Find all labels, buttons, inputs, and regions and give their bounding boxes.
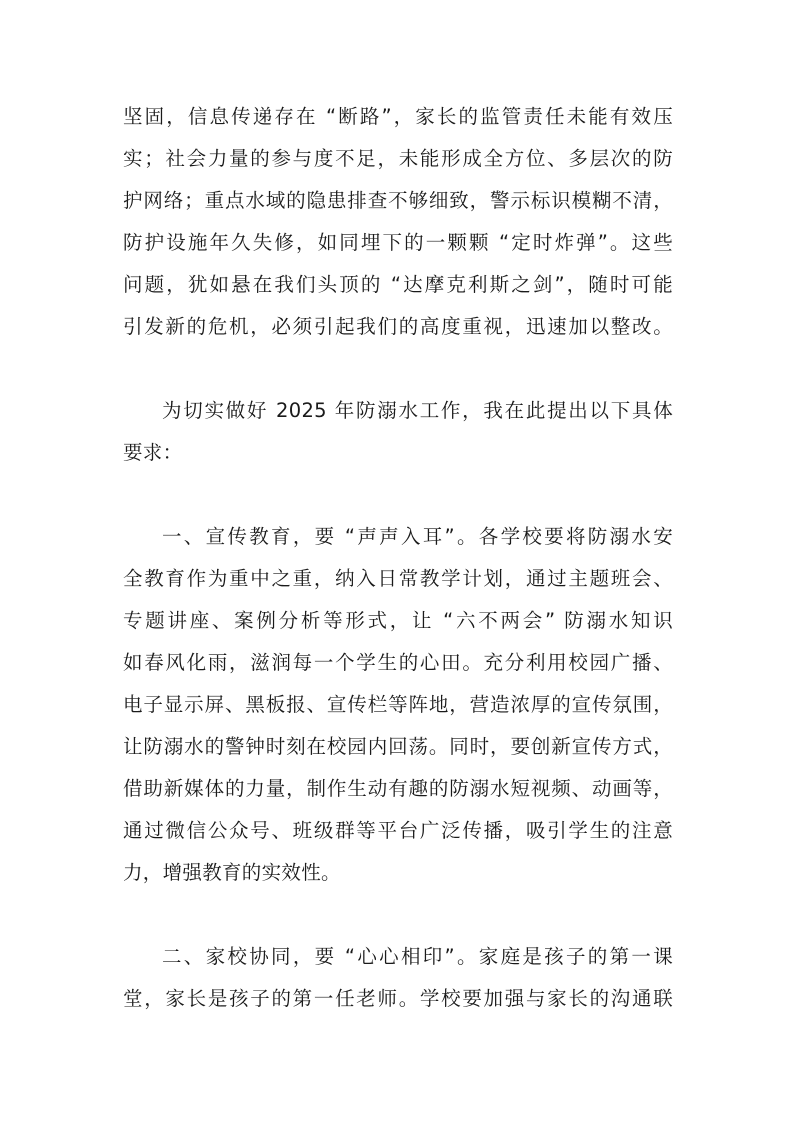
text-line: 问题，犹如悬在我们头顶的 “达摩克利斯之剑”，随时可能 [123, 273, 673, 296]
text-line: 通过微信公众号、班级群等平台广泛传播，吸引学生的注意 [123, 819, 673, 842]
text-line: 堂，家长是孩子的第一任老师。学校要加强与家长的沟通联 [123, 987, 673, 1010]
text-line: 力，增强教育的实效性。 [123, 861, 341, 884]
text-line: 如春风化雨，滋润每一个学生的心田。充分利用校园广播、 [123, 651, 673, 674]
text-line: 全教育作为重中之重，纳入日常教学计划，通过主题班会、 [123, 567, 673, 590]
text-line: 坚固，信息传递存在 “断路”，家长的监管责任未能有效压 [123, 105, 673, 128]
text-line: 要求： [123, 441, 183, 464]
text-line: 引发新的危机，必须引起我们的高度重视，迅速加以整改。 [123, 315, 673, 338]
text-line: 专题讲座、案例分析等形式，让 “六不两会” 防溺水知识 [123, 609, 673, 632]
text-line: 为切实做好 2025 年防溺水工作，我在此提出以下具体 [162, 399, 673, 422]
text-line: 护网络；重点水域的隐患排查不够细致，警示标识模糊不清， [123, 189, 673, 212]
text-line: 实；社会力量的参与度不足，未能形成全方位、多层次的防 [123, 147, 673, 170]
text-line: 电子显示屏、黑板报、宣传栏等阵地，营造浓厚的宣传氛围， [123, 693, 673, 716]
text-line: 二、家校协同，要 “心心相印”。家庭是孩子的第一课 [162, 945, 673, 968]
text-line: 一、宣传教育，要 “声声入耳”。各学校要将防溺水安 [162, 525, 673, 548]
text-line: 防护设施年久失修，如同埋下的一颗颗 “定时炸弹”。这些 [123, 231, 673, 254]
text-line: 让防溺水的警钟时刻在校园内回荡。同时，要创新宣传方式， [123, 735, 673, 758]
text-line: 借助新媒体的力量，制作生动有趣的防溺水短视频、动画等， [123, 777, 673, 800]
